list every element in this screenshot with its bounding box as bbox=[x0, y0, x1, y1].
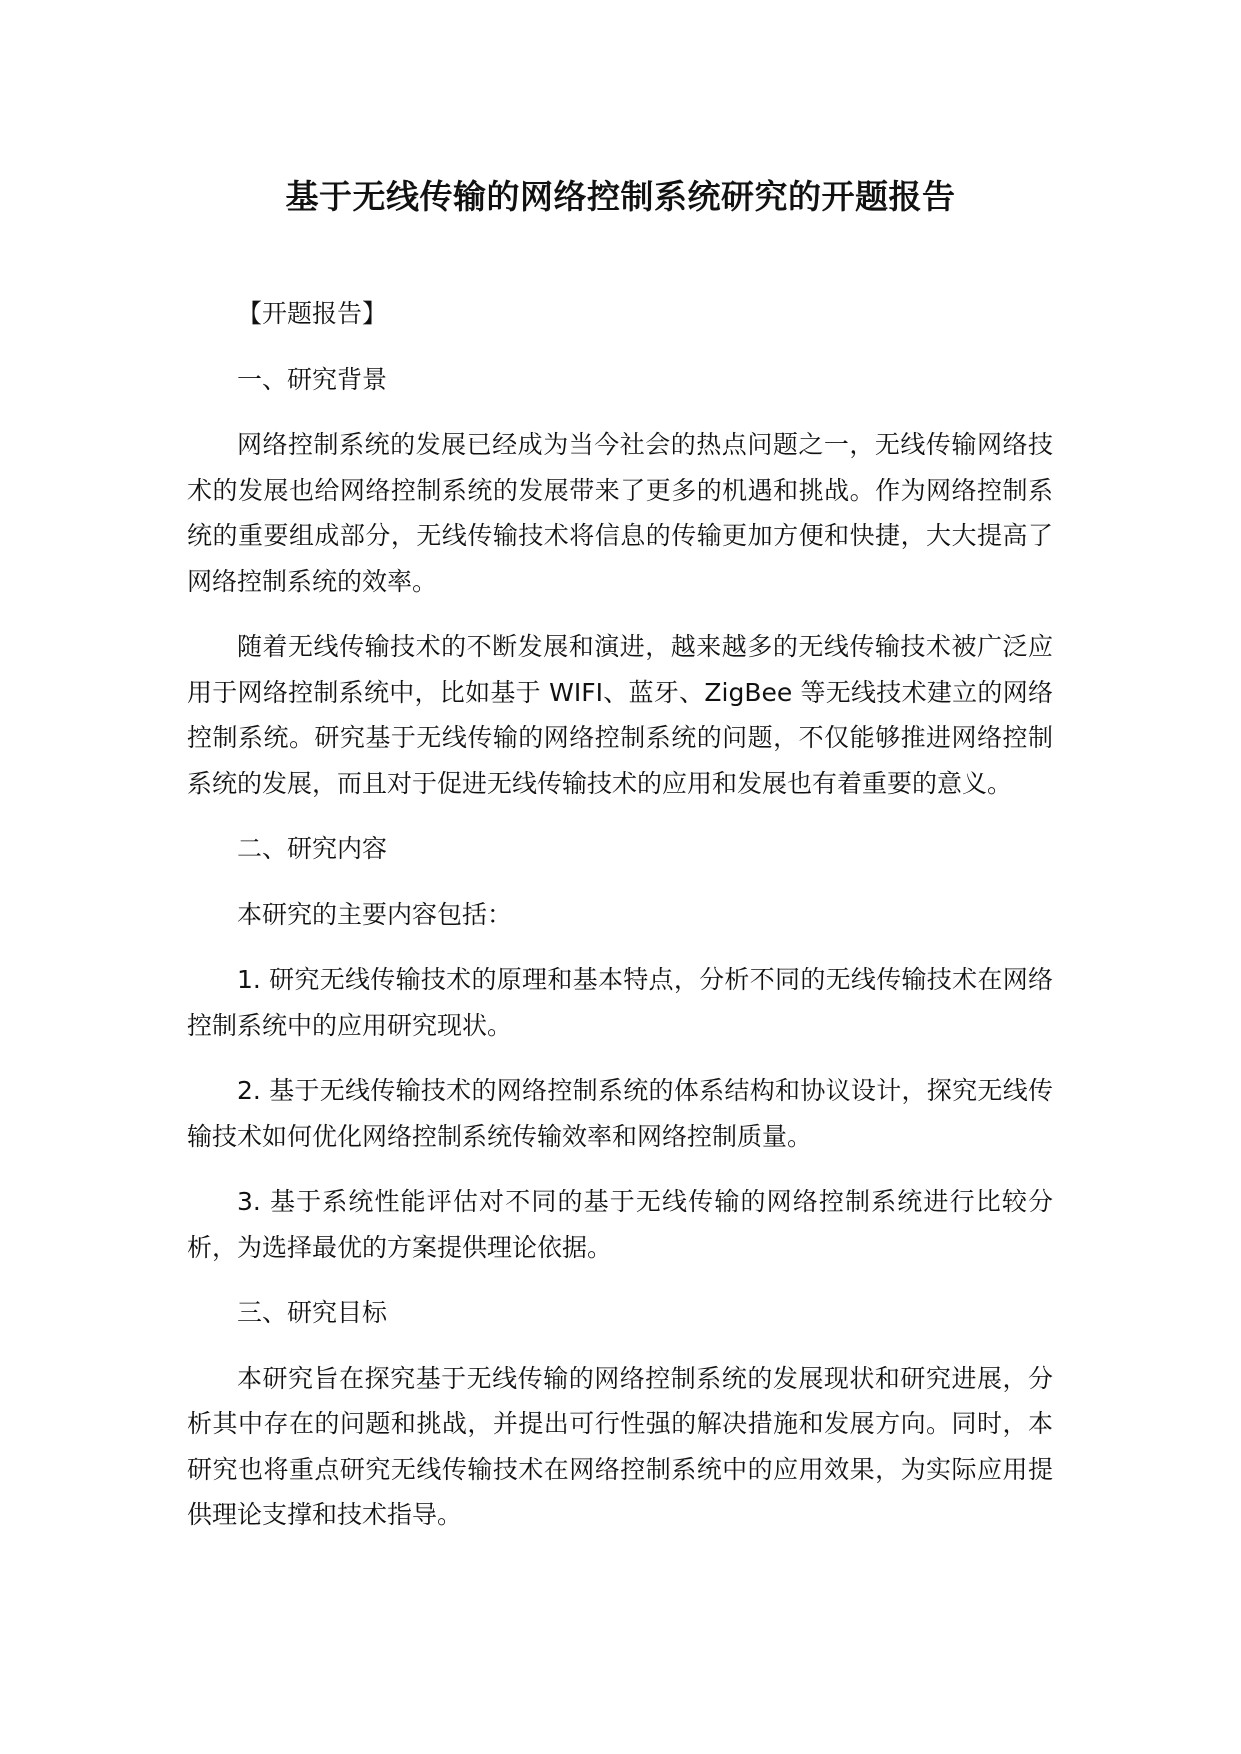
document-body bbox=[187, 291, 1053, 1538]
list-item-content-2: 2. 基于无线传输技术的网络控制系统的体系结构和协议设计，探究无线传输技术如何优化网络控制系统传输效率和网络控制质量。 bbox=[187, 1076, 1053, 1151]
paragraph-content-intro: 本研究的主要内容包括： bbox=[237, 899, 513, 929]
paragraph-background-2: 随着无线传输技术的不断发展和演进，越来越多的无线传输技术被广泛应用于网络控制系统中，比如基于 WIFI、蓝牙、ZigBee 等无线技术建立的网络控制系统。研究基于无线传输的网络控制系统的问题，不仅能够推进网络控制系统的发展，而且对于促进无线传输技术的应用和发展也有着重要的意义。 bbox=[187, 632, 1053, 798]
page-title: 基于无线传输的网络控制系统研究的开题报告 bbox=[285, 177, 956, 216]
paragraph-background-1: 网络控制系统的发展已经成为当今社会的热点问题之一，无线传输网络技术的发展也给网络控制系统的发展带来了更多的机遇和挑战。作为网络控制系统的重要组成部分，无线传输技术将信息的传输更加方便和快捷，大大提高了网络控制系统的效率。 bbox=[187, 430, 1053, 596]
section-heading-background: 一、研究背景 bbox=[237, 364, 388, 394]
paragraph-goals: 本研究旨在探究基于无线传输的网络控制系统的发展现状和研究进展，分析其中存在的问题和挑战，并提出可行性强的解决措施和发展方向。同时，本研究也将重点研究无线传输技术在网络控制系统中的应用效果，为实际应用提供理论支撑和技术指导。 bbox=[187, 1363, 1053, 1529]
section-heading-goals: 三、研究目标 bbox=[237, 1298, 388, 1327]
section-label-proposal: 【开题报告】 bbox=[237, 299, 388, 328]
section-heading-content: 二、研究内容 bbox=[237, 834, 388, 863]
list-item-content-1: 1. 研究无线传输技术的原理和基本特点，分析不同的无线传输技术在网络控制系统中的应用研究现状。 bbox=[187, 965, 1053, 1040]
list-item-content-3: 3. 基于系统性能评估对不同的基于无线传输的网络控制系统进行比较分析，为选择最优的方案提供理论依据。 bbox=[187, 1187, 1053, 1262]
